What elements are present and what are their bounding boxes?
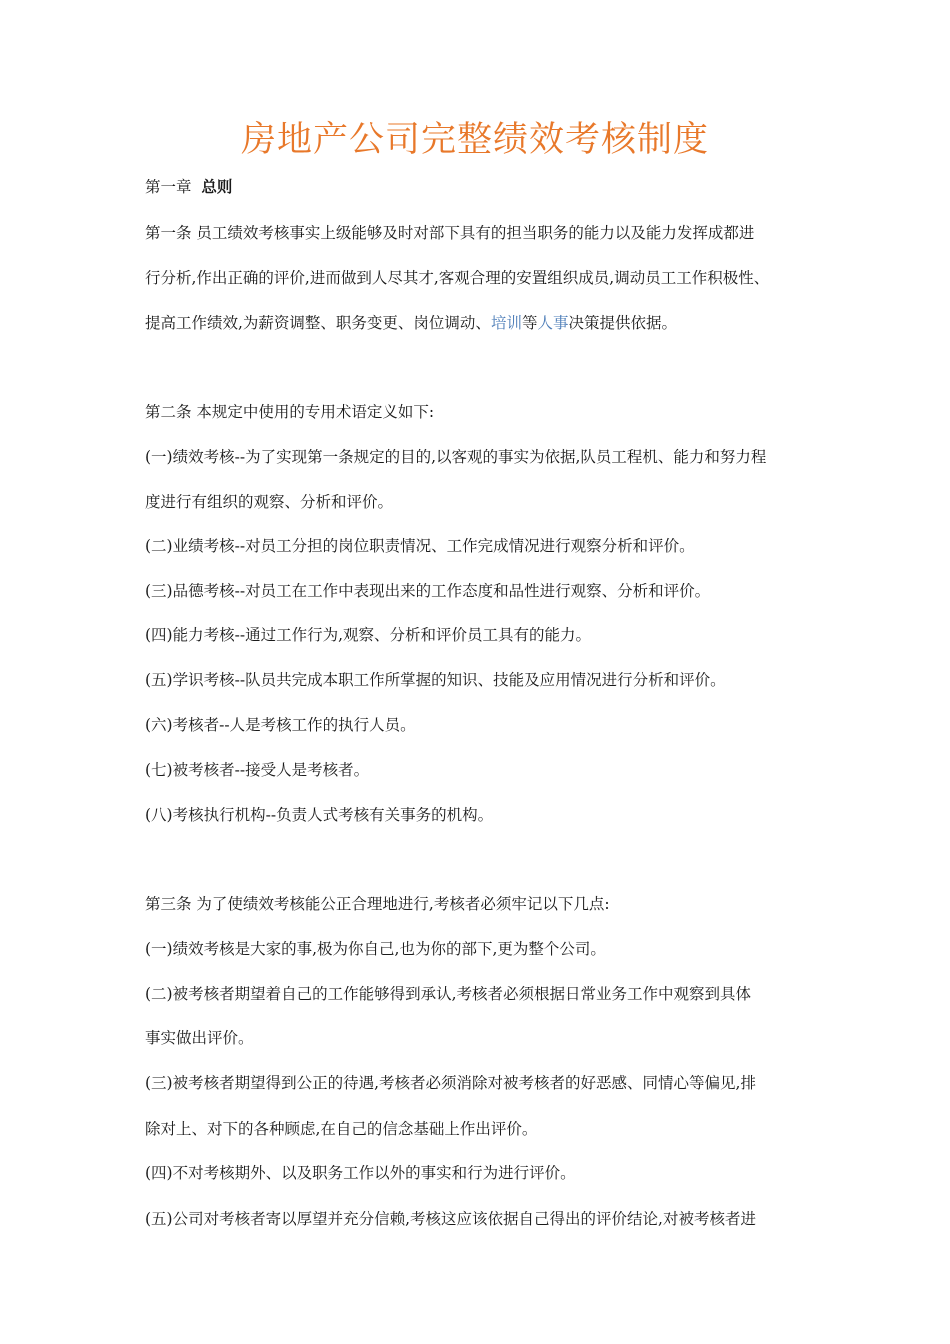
article-3-item-2-line-1: (二)被考核者期望着自己的工作能够得到承认,考核者必须根据日常业务工作中观察到具体	[145, 985, 752, 1003]
article-2-item-2: (二)业绩考核--对员工分担的岗位职责情况、工作完成情况进行观察分析和评价。	[145, 537, 695, 555]
article-2-item-6: (六)考核者--人是考核工作的执行人员。	[145, 716, 416, 734]
article-1-line-1: 第一条 员工绩效考核事实上级能够及时对部下具有的担当职务的能力以及能力发挥成都进	[145, 224, 755, 242]
article-3-heading: 第三条 为了使绩效考核能公正合理地进行,考核者必须牢记以下几点:	[145, 895, 610, 913]
article-2-item-3: (三)品德考核--对员工在工作中表现出来的工作态度和品性进行观察、分析和评价。	[145, 582, 711, 600]
personnel-link[interactable]: 人事	[537, 314, 569, 332]
article-2-item-8: (八)考核执行机构--负责人式考核有关事务的机构。	[145, 806, 494, 824]
article-3-item-5-line-1: (五)公司对考核者寄以厚望并充分信赖,考核这应该依据自己得出的评价结论,对被考核者进	[145, 1210, 756, 1228]
article-3-item-2-line-2: 事实做出评价。	[145, 1029, 254, 1047]
chapter-heading	[145, 176, 815, 198]
article-3-item-3-line-2: 除对上、对下的各种顾虑,在自己的信念基础上作出评价。	[145, 1120, 538, 1138]
article-3-item-1: (一)绩效考核是大家的事,极为你自己,也为你的部下,更为整个公司。	[145, 940, 606, 958]
training-link[interactable]: 培训	[490, 314, 522, 332]
article-2-item-7: (七)被考核者--接受人是考核者。	[145, 761, 370, 779]
article-3-item-3-line-1: (三)被考核者期望得到公正的待遇,考核者必须消除对被考核者的好恶感、同情心等偏见,排	[145, 1074, 756, 1092]
article-1-line-3	[145, 312, 815, 334]
article-1-line-3-text-b: 等	[521, 314, 538, 332]
document-title: 房地产公司完整绩效考核制度	[240, 120, 709, 160]
article-2-item-4: (四)能力考核--通过工作行为,观察、分析和评价员工具有的能力。	[145, 626, 591, 644]
article-2-heading: 第二条 本规定中使用的专用术语定义如下:	[145, 403, 435, 421]
article-2-item-1-line-1: (一)绩效考核--为了实现第一条规定的目的,以客观的事实为依据,队员工程机、能力和努力程	[145, 448, 767, 466]
article-3-item-4: (四)不对考核期外、以及职务工作以外的事实和行为进行评价。	[145, 1164, 576, 1182]
article-1-line-3-text-a: 提高工作绩效,为薪资调整、职务变更、岗位调动、	[145, 314, 491, 332]
article-1-line-3-text-c: 决策提供依据。	[568, 314, 677, 332]
article-2-item-1-line-2: 度进行有组织的观察、分析和评价。	[145, 493, 394, 511]
article-1-line-2: 行分析,作出正确的评价,进而做到人尽其才,客观合理的安置组织成员,调动员工工作积极性、	[145, 269, 770, 287]
chapter-name: 总则	[201, 177, 233, 196]
article-2-item-5: (五)学识考核--队员共完成本职工作所掌握的知识、技能及应用情况进行分析和评价。	[145, 671, 726, 689]
chapter-label: 第一章	[145, 178, 192, 196]
